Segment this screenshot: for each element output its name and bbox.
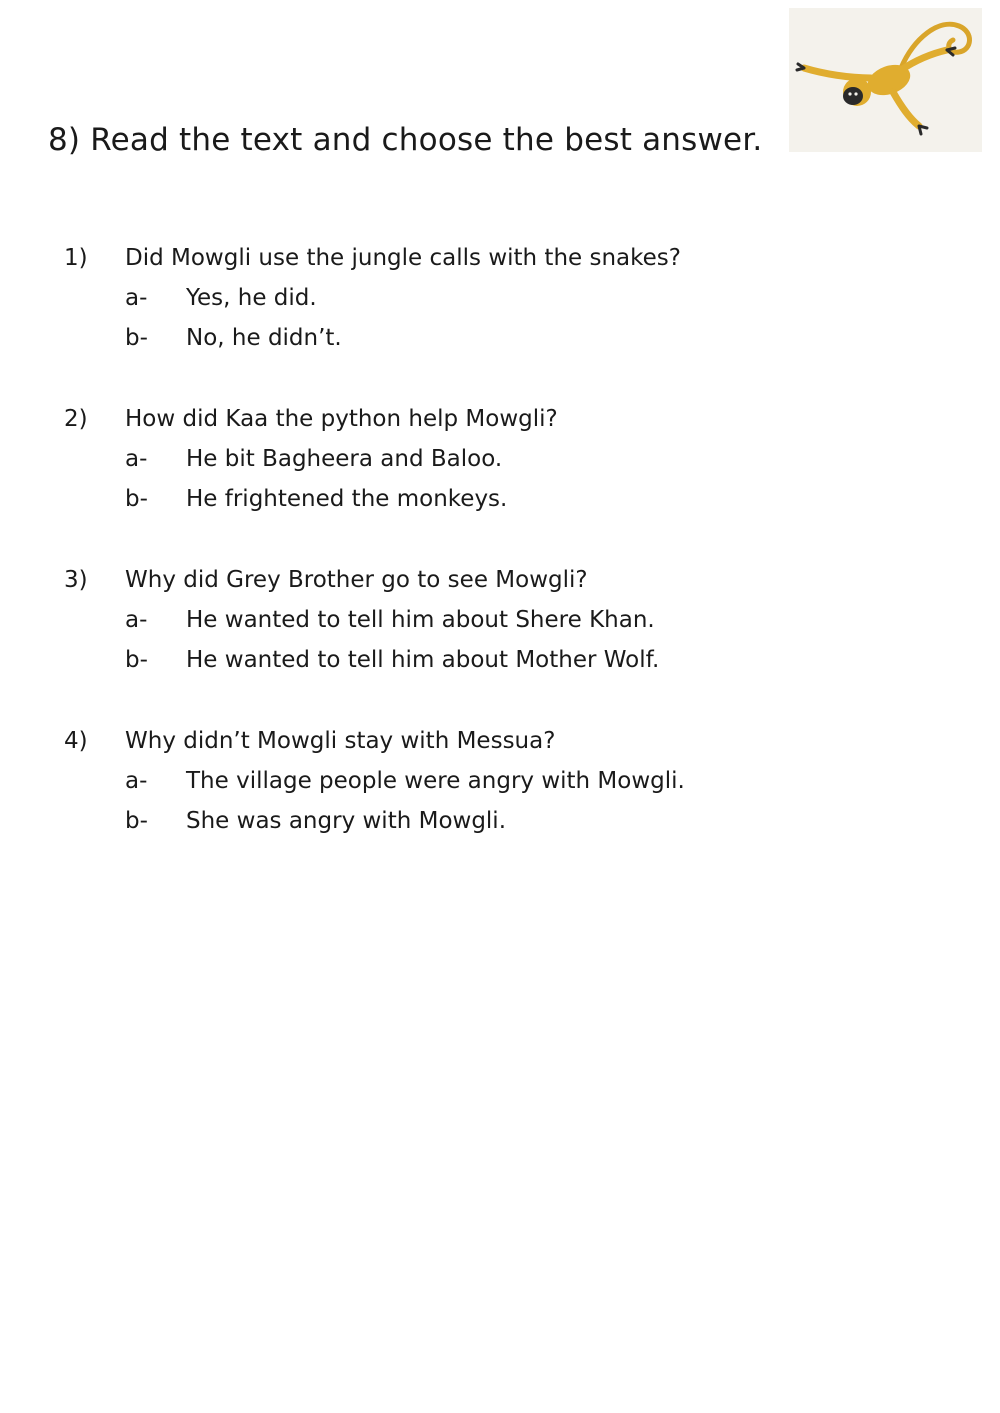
option-letter: a- — [125, 285, 148, 311]
question-1 — [0, 238, 1000, 399]
question-2 — [0, 399, 1000, 560]
option-text: He frightened the monkeys. — [186, 486, 508, 512]
option-letter: a- — [125, 607, 148, 633]
question-number: 2) — [64, 406, 88, 432]
option-text: Yes, he did. — [186, 285, 317, 311]
question-list — [0, 238, 1000, 882]
option-letter: b- — [125, 486, 148, 512]
monkey-icon — [789, 8, 982, 152]
option-text: He wanted to tell him about Mother Wolf. — [186, 647, 660, 673]
option-letter: b- — [125, 647, 148, 673]
option-text: She was angry with Mowgli. — [186, 808, 507, 834]
instruction-heading: 8) Read the text and choose the best answer. — [48, 122, 763, 158]
question-text: Did Mowgli use the jungle calls with the snakes? — [125, 245, 681, 271]
option-text: No, he didn’t. — [186, 325, 342, 351]
option-letter: b- — [125, 325, 148, 351]
monkey-illustration — [789, 8, 982, 152]
option-letter: a- — [125, 768, 148, 794]
option-text: He wanted to tell him about Shere Khan. — [186, 607, 655, 633]
question-number: 3) — [64, 567, 88, 593]
question-number: 4) — [64, 728, 88, 754]
question-text: Why didn’t Mowgli stay with Messua? — [125, 728, 556, 754]
question-text: How did Kaa the python help Mowgli? — [125, 406, 558, 432]
question-3 — [0, 560, 1000, 721]
option-letter: b- — [125, 808, 148, 834]
option-letter: a- — [125, 446, 148, 472]
question-text: Why did Grey Brother go to see Mowgli? — [125, 567, 588, 593]
question-4 — [0, 721, 1000, 882]
option-text: The village people were angry with Mowgli. — [186, 768, 685, 794]
option-text: He bit Bagheera and Baloo. — [186, 446, 503, 472]
question-number: 1) — [64, 245, 88, 271]
